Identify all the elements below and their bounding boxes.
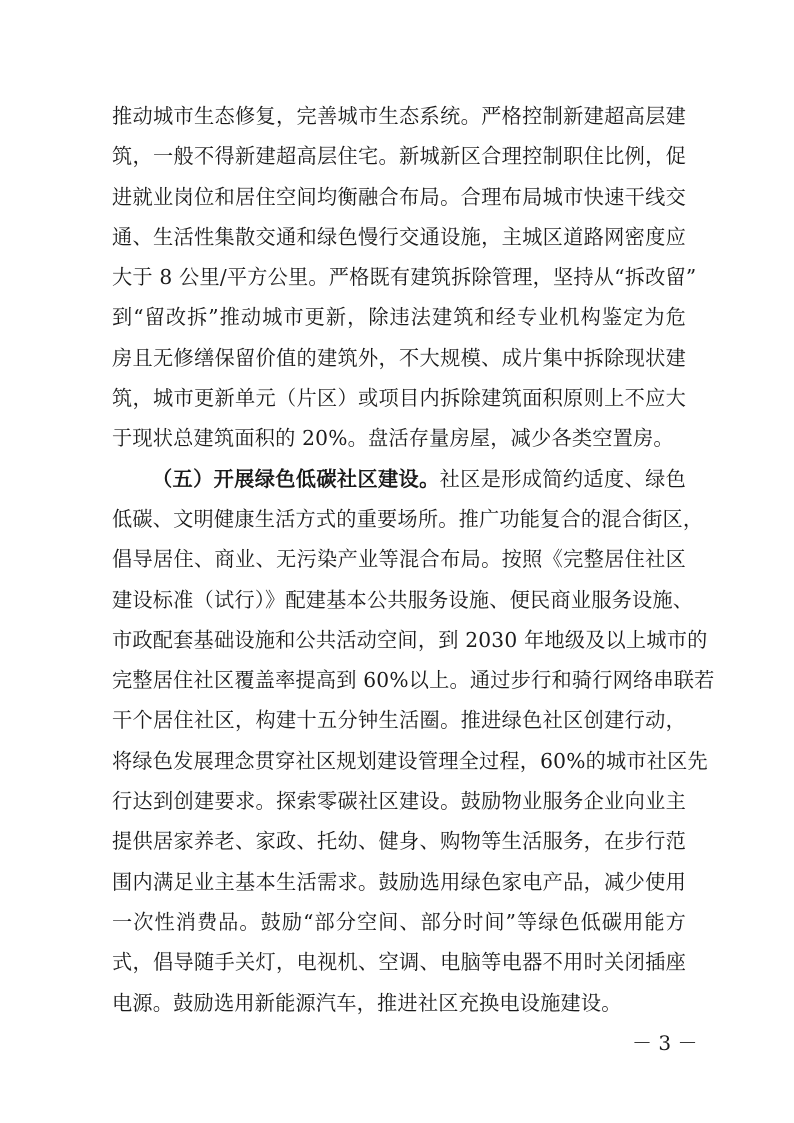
text-line: 电源。鼓励选用新能源汽车，推进社区充换电设施建设。: [112, 990, 622, 1015]
paragraph-urban-renewal: [112, 96, 697, 459]
text-line: 倡导居住、商业、无污染产业等混合布局。按照《完整居住社区: [112, 547, 686, 572]
text-line: 建设标准（试行）》配建基本公共服务设施、便民商业服务设施、: [112, 587, 694, 612]
text-line: 房且无修缮保留价值的建筑外，不大规模、成片集中拆除现状建: [112, 345, 686, 370]
text-line: 低碳、文明健康生活方式的重要场所。推广功能复合的混合街区，: [112, 506, 704, 531]
text-line: 筑，一般不得新建超高层住宅。新城新区合理控制职住比例，促: [112, 144, 686, 169]
text-line: 干个居住社区，构建十五分钟生活圈。推进绿色社区创建行动，: [112, 708, 686, 733]
text-line: 市政配套基础设施和公共活动空间，到 2030 年地级及以上城市的: [112, 627, 708, 652]
text-line: 推动城市生态修复，完善城市生态系统。严格控制新建超高层建: [112, 104, 686, 128]
section-heading: （五）开展绿色低碳社区建设。: [152, 466, 440, 491]
text-line: 完整居住社区覆盖率提高到 60%以上。通过步行和骑行网络串联若: [112, 668, 715, 693]
text-line: 筑，城市更新单元（片区）或项目内拆除建筑面积原则上不应大: [112, 386, 686, 411]
text-line: 通、生活性集散交通和绿色慢行交通设施，主城区道路网密度应: [112, 224, 686, 249]
text-line: 大于 8 公里/平方公里。严格既有建筑拆除管理，坚持从“拆改留”: [112, 265, 697, 290]
paragraph-green-community: [112, 459, 715, 1023]
text-line: 围内满足业主基本生活需求。鼓励选用绿色家电产品，减少使用: [112, 869, 686, 894]
body-text: [112, 96, 715, 1023]
text-line-first: [112, 459, 686, 499]
text-line: 一次性消费品。鼓励“部分空间、部分时间”等绿色低碳用能方: [112, 909, 686, 934]
text-line: 行达到创建要求。探索零碳社区建设。鼓励物业服务企业向业主: [112, 789, 686, 814]
text-line: 提供居家养老、家政、托幼、健身、购物等生活服务，在步行范: [112, 829, 686, 854]
text-line: 式，倡导随手关灯，电视机、空调、电脑等电器不用时关闭插座: [112, 950, 686, 975]
text-line: 于现状总建筑面积的 20%。盘活存量房屋，减少各类空置房。: [112, 426, 674, 451]
text-line: 将绿色发展理念贯穿社区规划建设管理全过程，60%的城市社区先: [112, 748, 708, 773]
text-line: 到“留改拆”推动城市更新，除违法建筑和经专业机构鉴定为危: [112, 305, 686, 330]
text-line: 进就业岗位和居住空间均衡融合布局。合理布局城市快速干线交: [112, 184, 686, 209]
page-number: － 3 －: [632, 1031, 698, 1055]
text-run: 社区是形成简约适度、绿色: [439, 466, 686, 491]
